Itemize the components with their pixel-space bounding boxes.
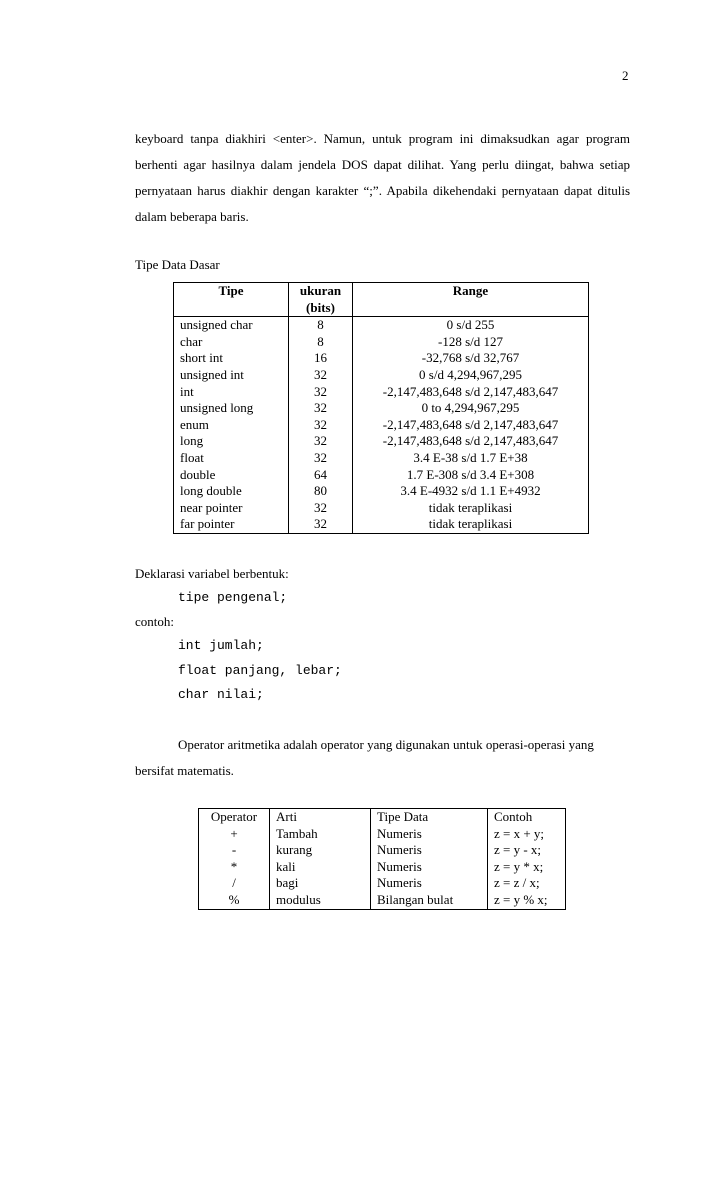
cell-contoh: z = y * x; (488, 859, 566, 876)
table-row (199, 859, 566, 876)
header-contoh: Contoh (488, 809, 566, 826)
table-row (199, 892, 566, 909)
cell-arti: modulus (270, 892, 371, 909)
header-tipe: Tipe (174, 283, 289, 317)
cell-range: 0 s/d 255 (353, 317, 589, 334)
cell-size: 8 (289, 334, 353, 351)
cell-tipe-data: Numeris (371, 842, 488, 859)
cell-arti: kurang (270, 842, 371, 859)
cell-tipe: unsigned int (174, 367, 289, 384)
example-code-line: int jumlah; (178, 638, 264, 653)
cell-tipe: unsigned long (174, 400, 289, 417)
header-ukuran (289, 283, 353, 317)
table-row (174, 467, 589, 484)
table-row (174, 400, 589, 417)
example-code-line: float panjang, lebar; (178, 663, 342, 678)
types-heading: Tipe Data Dasar (135, 257, 220, 272)
cell-size: 80 (289, 483, 353, 500)
table-row (174, 433, 589, 450)
header-ukuran-line2: (bits) (306, 299, 335, 315)
cell-operator: + (199, 826, 270, 843)
header-operator: Operator (199, 809, 270, 826)
cell-size: 32 (289, 367, 353, 384)
table-row (174, 450, 589, 467)
cell-size: 16 (289, 350, 353, 367)
cell-contoh: z = z / x; (488, 875, 566, 892)
cell-tipe: long (174, 433, 289, 450)
cell-contoh: z = y % x; (488, 892, 566, 909)
cell-size: 32 (289, 417, 353, 434)
operators-table-body (199, 809, 566, 910)
data-types-table (173, 282, 589, 534)
cell-tipe: near pointer (174, 500, 289, 517)
cell-size: 8 (289, 317, 353, 334)
cell-size: 64 (289, 467, 353, 484)
cell-range: -128 s/d 127 (353, 334, 589, 351)
example-code-line: char nilai; (178, 687, 264, 702)
cell-range: -2,147,483,648 s/d 2,147,483,647 (353, 417, 589, 434)
cell-tipe-data: Bilangan bulat (371, 892, 488, 909)
cell-tipe: enum (174, 417, 289, 434)
operator-paragraph: Operator aritmetika adalah operator yang digunakan untuk operasi-operasi yang bersifat matematis. (135, 737, 594, 778)
cell-tipe: int (174, 384, 289, 401)
table-row (174, 367, 589, 384)
cell-operator: * (199, 859, 270, 876)
cell-size: 32 (289, 400, 353, 417)
cell-tipe: short int (174, 350, 289, 367)
example-label: contoh: (135, 614, 174, 629)
cell-tipe: double (174, 467, 289, 484)
cell-range: 0 to 4,294,967,295 (353, 400, 589, 417)
page-number: 2 (622, 68, 629, 83)
cell-range: 3.4 E-4932 s/d 1.1 E+4932 (353, 483, 589, 500)
cell-tipe-data: Numeris (371, 826, 488, 843)
cell-range: tidak teraplikasi (353, 500, 589, 517)
cell-arti: bagi (270, 875, 371, 892)
cell-size: 32 (289, 384, 353, 401)
cell-tipe: long double (174, 483, 289, 500)
types-table-body (174, 317, 589, 534)
cell-arti: Tambah (270, 826, 371, 843)
types-table-header-row (174, 283, 589, 317)
cell-range: -2,147,483,648 s/d 2,147,483,647 (353, 384, 589, 401)
table-row (174, 334, 589, 351)
header-range: Range (353, 283, 589, 317)
cell-size: 32 (289, 516, 353, 533)
cell-operator: / (199, 875, 270, 892)
cell-tipe-data: Numeris (371, 859, 488, 876)
operators-table (198, 808, 566, 910)
cell-arti: kali (270, 859, 371, 876)
cell-tipe: float (174, 450, 289, 467)
cell-range: 0 s/d 4,294,967,295 (353, 367, 589, 384)
table-row (199, 875, 566, 892)
table-row (174, 417, 589, 434)
table-row (174, 350, 589, 367)
cell-tipe: char (174, 334, 289, 351)
cell-size: 32 (289, 450, 353, 467)
header-tipe-data: Tipe Data (371, 809, 488, 826)
table-row (174, 317, 589, 334)
header-ukuran-line1: ukuran (299, 283, 342, 298)
cell-range: 1.7 E-308 s/d 3.4 E+308 (353, 467, 589, 484)
cell-contoh: z = x + y; (488, 826, 566, 843)
table-row (174, 500, 589, 517)
cell-tipe: far pointer (174, 516, 289, 533)
cell-operator: - (199, 842, 270, 859)
table-row (199, 826, 566, 843)
cell-size: 32 (289, 433, 353, 450)
table-row (174, 516, 589, 533)
intro-paragraph: keyboard tanpa diakhiri <enter>. Namun, untuk program ini dimaksudkan agar program berhenti agar hasilnya dalam jendela DOS dapat dilihat. Yang perlu diingat, bahwa setiap pernyataan harus diakhir dengan karakter “;”. Apabila dikehendaki pernyataan dapat ditulis dalam beberapa baris. (135, 131, 630, 224)
cell-tipe-data: Numeris (371, 875, 488, 892)
header-arti: Arti (270, 809, 371, 826)
cell-range: -2,147,483,648 s/d 2,147,483,647 (353, 433, 589, 450)
table-row (174, 384, 589, 401)
cell-range: tidak teraplikasi (353, 516, 589, 533)
table-row (174, 483, 589, 500)
cell-range: 3.4 E-38 s/d 1.7 E+38 (353, 450, 589, 467)
cell-contoh: z = y - x; (488, 842, 566, 859)
table-row (199, 842, 566, 859)
declaration-label: Deklarasi variabel berbentuk: (135, 566, 289, 581)
cell-tipe: unsigned char (174, 317, 289, 334)
declaration-code: tipe pengenal; (178, 590, 288, 605)
cell-size: 32 (289, 500, 353, 517)
cell-operator: % (199, 892, 270, 909)
cell-range: -32,768 s/d 32,767 (353, 350, 589, 367)
ops-header-row (199, 809, 566, 826)
